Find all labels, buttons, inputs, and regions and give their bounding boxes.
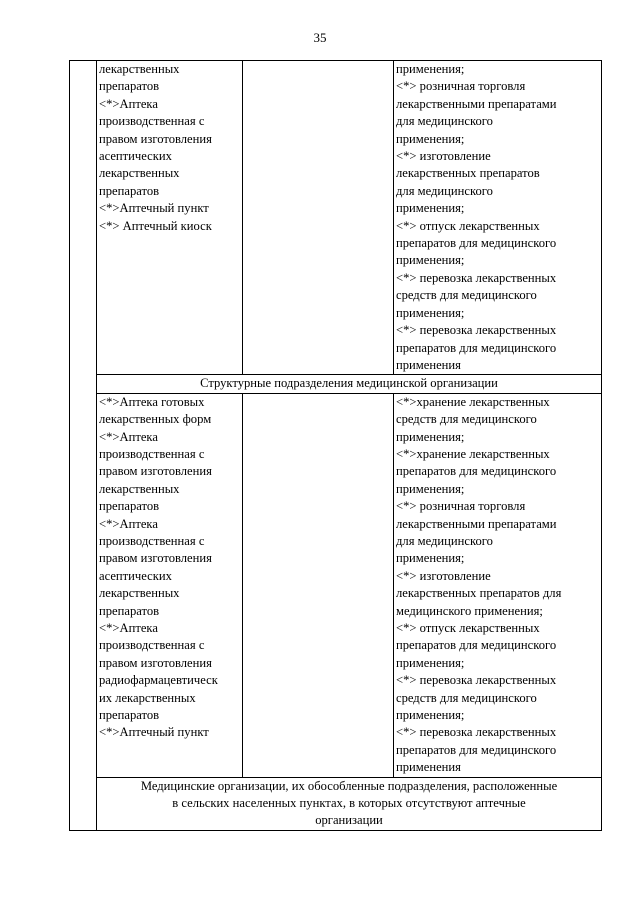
text-line: <*> розничная торговля	[396, 499, 526, 514]
text-line: <*>Аптека	[99, 621, 158, 635]
text-line: лекарственных форм	[99, 412, 212, 427]
text-line: <*>Аптечный пункт	[99, 201, 209, 216]
text-line: применения;	[396, 253, 465, 268]
text-line: применения;	[396, 305, 465, 320]
text-line: <*>Аптека	[99, 429, 158, 444]
text-line: правом изготовления	[99, 655, 212, 670]
text-line: <*> Аптечный киоск	[99, 218, 212, 233]
text-line: <*> отпуск лекарственных	[396, 218, 540, 233]
table-row	[70, 61, 602, 375]
text-line: <*> перевозка лекарственных	[396, 673, 557, 688]
section-heading	[97, 777, 602, 830]
text-line: применения	[396, 357, 461, 372]
text-line: средств для медицинского	[396, 412, 537, 427]
text-line: лекарственных препаратов для	[396, 586, 562, 601]
text-line: для медицинского	[396, 533, 493, 548]
text-line: асептических	[99, 568, 172, 583]
document-table	[69, 60, 602, 831]
text-line: применения	[396, 760, 461, 775]
text-line: <*>хранение лекарственных	[396, 446, 550, 461]
text-line: их лекарственных	[99, 690, 196, 705]
text-line: применения;	[396, 481, 465, 496]
empty-left-column	[70, 61, 97, 831]
text-line: асептических	[99, 149, 172, 164]
text-line: <*> перевозка лекарственных	[396, 323, 557, 338]
table-row	[70, 375, 602, 393]
text-line: <*>хранение лекарственных	[396, 394, 550, 409]
text-line: лекарственными препаратами	[396, 96, 557, 111]
text-line: средств для медицинского	[396, 690, 537, 705]
text-line: применения;	[396, 131, 465, 146]
text-line: препаратов для медицинского	[396, 340, 557, 355]
text-line: для медицинского	[396, 114, 493, 129]
text-line: лекарственных	[99, 166, 180, 181]
text-line: организации	[315, 813, 383, 828]
table-row	[70, 777, 602, 830]
text-line: применения;	[396, 551, 465, 566]
text-line: производственная с	[99, 638, 205, 653]
section1-col1	[97, 61, 243, 375]
text-line: правом изготовления	[99, 464, 212, 479]
text-line: производственная с	[99, 114, 205, 129]
text-line: препаратов для медицинского	[396, 742, 557, 757]
text-line: <*> изготовление	[396, 568, 491, 583]
section-heading: Структурные подразделения медицинской организации	[97, 375, 602, 393]
text-line: препаратов для медицинского	[396, 464, 557, 479]
text-line: препаратов для медицинского	[396, 638, 557, 653]
text-line: средств для медицинского	[396, 288, 537, 303]
text-line: <*> розничная торговля	[396, 79, 526, 94]
text-line: препаратов для медицинского	[396, 236, 557, 251]
text-line: лекарственных	[99, 481, 180, 496]
text-line: <*>Аптечный пункт	[99, 725, 209, 740]
text-line: <*>Аптека	[99, 96, 158, 111]
section2-col1	[97, 393, 243, 777]
text-line: лекарственными препаратами	[396, 516, 557, 531]
section2-col3	[394, 393, 602, 777]
text-line: для медицинского	[396, 183, 493, 198]
text-line: препаратов	[99, 603, 160, 618]
text-line: препаратов	[99, 79, 160, 94]
text-line: Медицинские организации, их обособленные подразделения, расположенные	[140, 778, 558, 793]
text-line: препаратов	[99, 183, 160, 198]
text-line: препаратов	[99, 708, 160, 723]
page-number: 35	[313, 30, 327, 45]
text-line: применения;	[396, 429, 465, 444]
text-line: радиофармацевтическ	[99, 673, 218, 688]
text-line: лекарственных	[99, 586, 180, 601]
text-line: <*> перевозка лекарственных	[396, 270, 557, 285]
text-line: производственная с	[99, 533, 205, 548]
text-line: применения;	[396, 655, 465, 670]
text-line: применения;	[396, 62, 465, 76]
section2-col2-empty	[243, 393, 394, 777]
section1-col3	[394, 61, 602, 375]
text-line: <*> изготовление	[396, 149, 491, 164]
text-line: производственная с	[99, 446, 205, 461]
section1-col2-empty	[243, 61, 394, 375]
text-line: <*>Аптека готовых	[99, 394, 205, 409]
text-line: применения;	[396, 201, 465, 216]
text-line: <*> перевозка лекарственных	[396, 725, 557, 740]
text-line: лекарственных препаратов	[396, 166, 540, 181]
text-line: применения;	[396, 708, 465, 723]
text-line: правом изготовления	[99, 551, 212, 566]
text-line: в сельских населенных пунктах, в которых отсутствуют аптечные	[172, 796, 526, 811]
text-line: лекарственных	[99, 62, 180, 76]
text-line: <*> отпуск лекарственных	[396, 621, 540, 635]
text-line: препаратов	[99, 499, 160, 514]
table-row	[70, 393, 602, 777]
text-line: медицинского применения;	[396, 603, 543, 618]
text-line: <*>Аптека	[99, 516, 158, 531]
text-line: правом изготовления	[99, 131, 212, 146]
